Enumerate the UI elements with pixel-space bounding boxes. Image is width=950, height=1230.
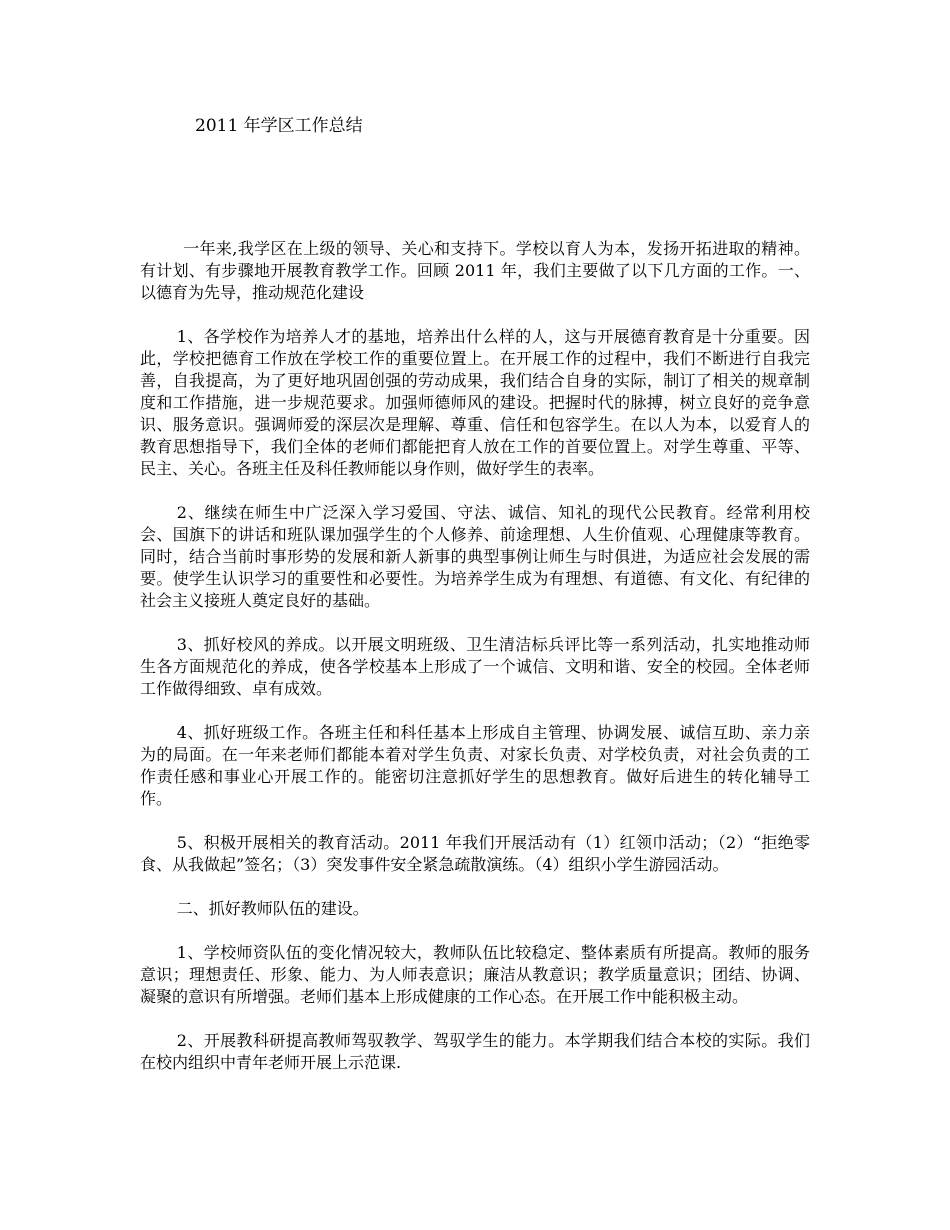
document-body — [140, 238, 810, 1096]
paragraph-teachers-1: 1、学校师资队伍的变化情况较大，教师队伍比较稳定、整体素质有所提高。教师的服务意识；理想责任、形象、能力、为人师表意识；廉洁从教意识；教学质量意识；团结、协调、凝聚的意识有所增强。老师们基本上形成健康的工作心态。在开展工作中能积极主动。 — [140, 943, 810, 1006]
paragraph-moral-3: 3、抓好校风的养成。以开展文明班级、卫生清洁标兵评比等一系列活动，扎实地推动师生各方面规范化的养成，使各学校基本上形成了一个诚信、文明和谐、安全的校园。全体老师工作做得细致、卓有成效。 — [140, 635, 810, 698]
paragraph-moral-4: 4、抓好班级工作。各班主任和科任基本上形成自主管理、协调发展、诚信互助、亲力亲为的局面。在一年来老师们都能本着对学生负责、对家长负责、对学校负责，对社会负责的工作责任感和事业心开展工作的。能密切注意抓好学生的思想教育。做好后进生的转化辅导工作。 — [140, 723, 810, 808]
paragraph-teachers-2: 2、开展教科研提高教师驾驭教学、驾驭学生的能力。本学期我们结合本校的实际。我们在校内组织中青年老师开展上示范课. — [140, 1031, 810, 1072]
section-heading-teachers: 二、抓好教师队伍的建设。 — [176, 899, 369, 918]
document-title: 2011 年学区工作总结 — [195, 116, 363, 136]
paragraph-moral-5: 5、积极开展相关的教育活动。2011 年我们开展活动有（1）红领巾活动；（2）“拒绝零食、从我做起”签名；（3）突发事件安全紧急疏散演练。（4）组织小学生游园活动。 — [140, 833, 810, 874]
paragraph-moral-1: 1、各学校作为培养人才的基地，培养出什么样的人，这与开展德育教育是十分重要。因此，学校把德育工作放在学校工作的重要位置上。在开展工作的过程中，我们不断进行自我完善，自我提高，为了更好地巩固创强的劳动成果，我们结合自身的实际，制订了相关的规章制度和工作措施，进一步规范要求。加强师德师风的建设。把握时代的脉搏，树立良好的竞争意识、服务意识。强调师爱的深层次是理解、尊重、信任和包容学生。在以人为本，以爱育人的教育思想指导下，我们全体的老师们都能把育人放在工作的首要位置上。对学生尊重、平等、民主、关心。各班主任及科任教师能以身作则，做好学生的表率。 — [140, 327, 810, 478]
paragraph-intro: 一年来,我学区在上级的领导、关心和支持下。学校以育人为本，发扬开拓进取的精神。有计划、有步骤地开展教育教学工作。回顾 2011 年，我们主要做了以下几方面的工作。一、以德育为先导，推动规范化建设 — [140, 239, 810, 302]
paragraph-moral-2: 2、继续在师生中广泛深入学习爱国、守法、诚信、知礼的现代公民教育。经常利用校会、国旗下的讲话和班队课加强学生的个人修养、前途理想、人生价值观、心理健康等教育。同时，结合当前时事形势的发展和新人新事的典型事例让师生与时俱进，为适应社会发展的需要。使学生认识学习的重要性和必要性。为培养学生成为有理想、有道德、有文化、有纪律的社会主义接班人奠定良好的基础。 — [140, 503, 810, 610]
